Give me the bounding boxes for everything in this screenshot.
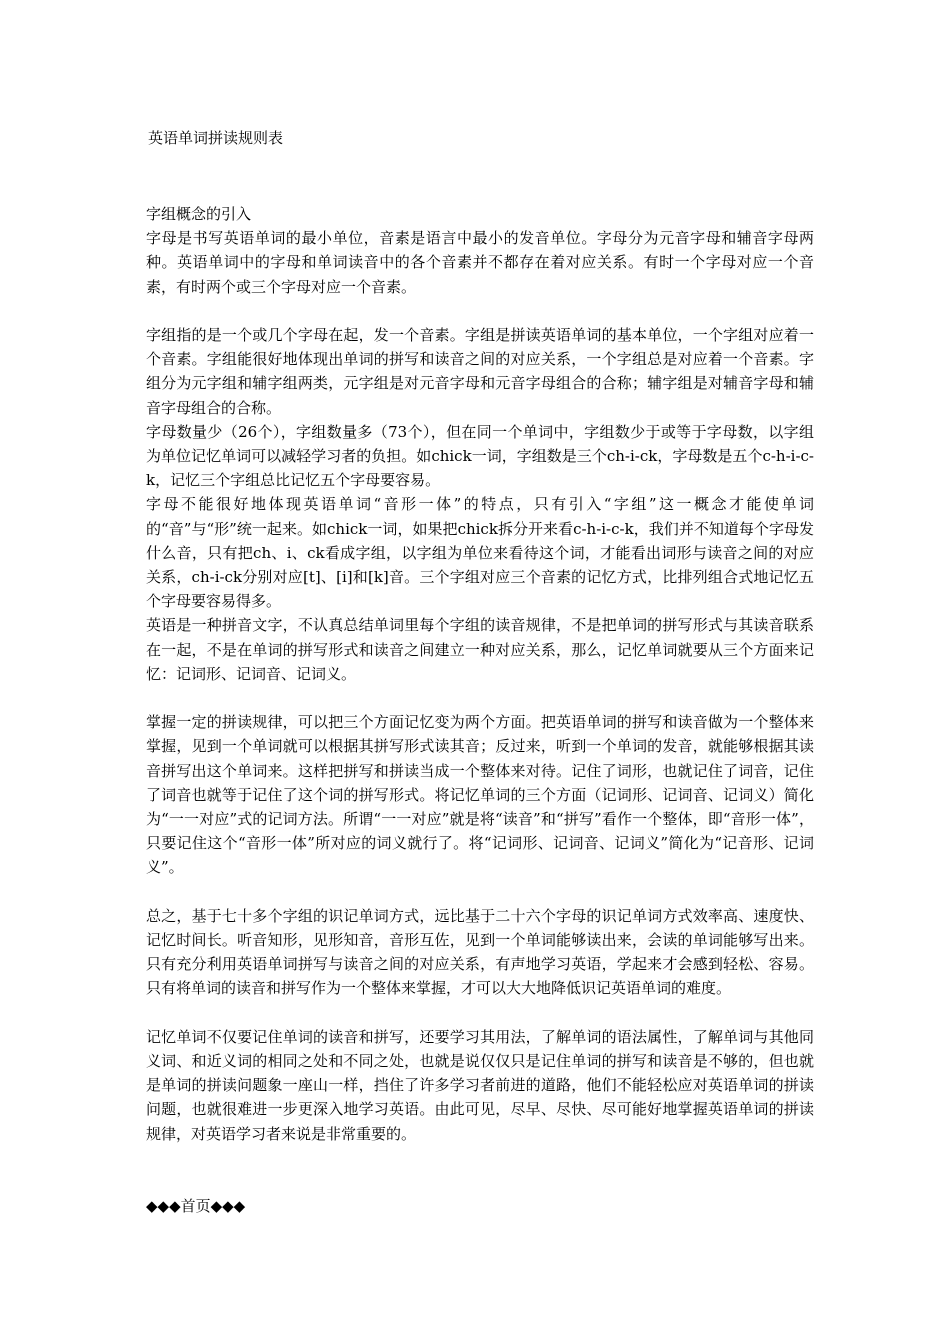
home-link[interactable]: ◆◆◆首页◆◆◆	[146, 1197, 246, 1215]
section-heading: 字组概念的引入	[146, 205, 252, 223]
paragraph: 字母数量少（26个），字组数量多（73个），但在同一个单词中，字组数少于或等于字母数，以字组为单位记忆单词可以减轻学习者的负担。如chick一词，字组数是三个ch-i-ck，字母数是五个c-h-i-c-k，记忆三个字组总比记忆五个字母要容易。	[146, 422, 814, 490]
paragraph: 掌握一定的拼读规律，可以把三个方面记忆变为两个方面。把英语单词的拼写和读音做为一个整体来掌握，见到一个单词就可以根据其拼写形式读其音；反过来，听到一个单词的发音，就能够根据其读音拼写出这个单词来。这样把拼写和拼读当成一个整体来对待。记住了词形，也就记住了词音，记住了词音也就等于记住了这个词的拼写形式。将记忆单词的三个方面（记词形、记词音、记词义）简化为“一一对应”式的记词方法。所谓“一一对应”就是将“读音”和“拼写”看作一个整体，即“音形一体”，只要记住这个“音形一体”所对应的词义就行了。将“记词形、记词音、记词义”简化为“记音形、记词义”。	[146, 713, 814, 877]
paragraph: 英语是一种拼音文字，不认真总结单词里每个字组的读音规律，不是把单词的拼写形式与其读音联系在一起，不是在单词的拼写形式和读音之间建立一种对应关系，那么，记忆单词就要从三个方面来记忆：记词形、记词音、记词义。	[146, 616, 814, 683]
paragraph: 记忆单词不仅要记住单词的读音和拼写，还要学习其用法，了解单词的语法属性，了解单词与其他同义词、和近义词的相同之处和不同之处，也就是说仅仅只是记住单词的拼写和读音是不够的，但也就是单词的拼读问题象一座山一样，挡住了许多学习者前进的道路，他们不能轻松应对英语单词的拼读问题，也就很难进一步更深入地学习英语。由此可见，尽早、尽快、尽可能好地掌握英语单词的拼读规律，对英语学习者来说是非常重要的。	[146, 1027, 814, 1143]
paragraph: 字组指的是一个或几个字母在起，发一个音素。字组是拼读英语单词的基本单位，一个字组对应着一个音素。字组能很好地体现出单词的拼写和读音之间的对应关系，一个字组总是对应着一个音素。字组分为元字组和辅字组两类，元字组是对元音字母和元音字母组合的合称；辅字组是对辅音字母和辅音字母组合的合称。	[146, 326, 814, 417]
paragraph: 字母是书写英语单词的最小单位，音素是语言中最小的发音单位。字母分为元音字母和辅音字母两种。英语单词中的字母和单词读音中的各个音素并不都存在着对应关系。有时一个字母对应一个音素，有时两个或三个字母对应一个音素。	[146, 229, 814, 296]
document-body	[146, 202, 814, 1146]
paragraph: 总之，基于七十多个字组的识记单词方式，远比基于二十六个字母的识记单词方式效率高、速度快、记忆时间长。听音知形，见形知音，音形互佐，见到一个单词能够读出来，会读的单词能够写出来。只有充分利用英语单词拼写与读音之间的对应关系，有声地学习英语，学起来才会感到轻松、容易。只有将单词的读音和拼写作为一个整体来掌握，才可以大大地降低识记英语单词的难度。	[146, 906, 814, 998]
paragraph: 字母不能很好地体现英语单词“音形一体”的特点，只有引入“字组”这一概念才能使单词的“音”与“形”统一起来。如chick一词，如果把chick拆分开来看c-h-i-c-k，我们并不知道每个字母发什么音，只有把ch、i、ck看成字组，以字组为单位来看待这个词，才能看出词形与读音之间的对应关系，ch-i-ck分别对应[t]、[i]和[k]音。三个字组对应三个音素的记忆方式，比排列组合式地记忆五个字母要容易得多。	[146, 495, 814, 611]
document-title: 英语单词拼读规则表	[148, 129, 284, 147]
